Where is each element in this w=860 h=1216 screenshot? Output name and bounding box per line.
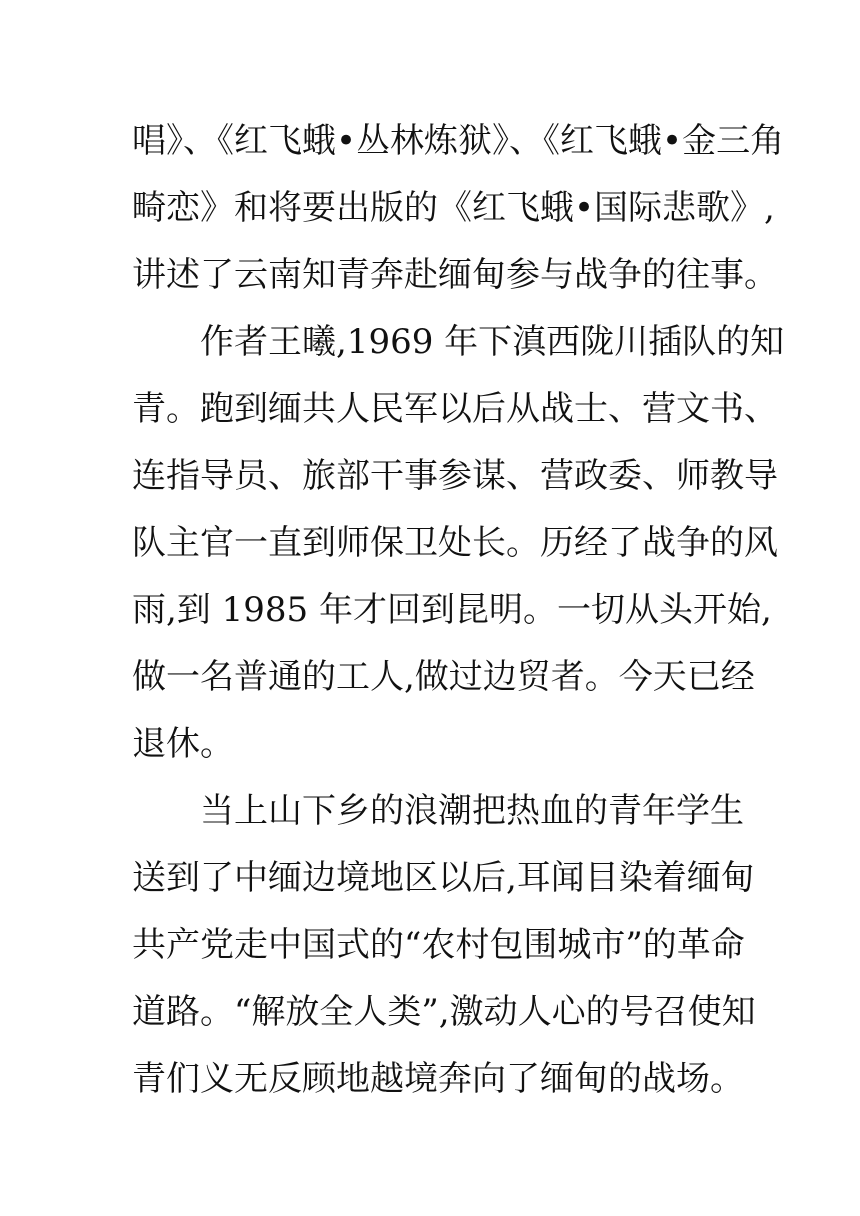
text-line: 作者王曦,1969 年下滇西陇川插队的知 — [200, 322, 785, 362]
paragraph-2 — [132, 309, 785, 778]
text-line: 讲述了云南知青奔赴缅甸参与战争的往事。 — [132, 255, 778, 295]
text-line: 做一名普通的工人,做过边贸者。今天已经 — [132, 657, 755, 697]
text-line: 唱》、《红飞蛾•丛林炼狱》、《红飞蛾•金三角 — [132, 121, 785, 161]
paragraph-3 — [132, 778, 756, 1113]
body-text — [132, 108, 785, 1113]
text-line: 道路。“解放全人类”,激动人心的号召使知 — [132, 992, 756, 1032]
text-line: 连指导员、旅部干事参谋、营政委、师教导 — [132, 456, 778, 496]
text-line: 共产党走中国式的“农村包围城市”的革命 — [132, 925, 745, 965]
text-line: 送到了中缅边境地区以后,耳闻目染着缅甸 — [132, 858, 755, 898]
text-line: 畸恋》和将要出版的《红飞蛾•国际悲歌》, — [132, 188, 775, 228]
text-line: 当上山下乡的浪潮把热血的青年学生 — [200, 791, 744, 831]
text-line: 青。跑到缅共人民军以后从战士、营文书、 — [132, 389, 778, 429]
text-line: 退休。 — [132, 724, 234, 764]
text-line: 队主官一直到师保卫处长。历经了战争的风 — [132, 523, 778, 563]
text-line: 青们义无反顾地越境奔向了缅甸的战场。 — [132, 1059, 744, 1099]
text-line: 雨,到 1985 年才回到昆明。一切从头开始, — [132, 590, 772, 630]
paragraph-1 — [132, 108, 785, 309]
